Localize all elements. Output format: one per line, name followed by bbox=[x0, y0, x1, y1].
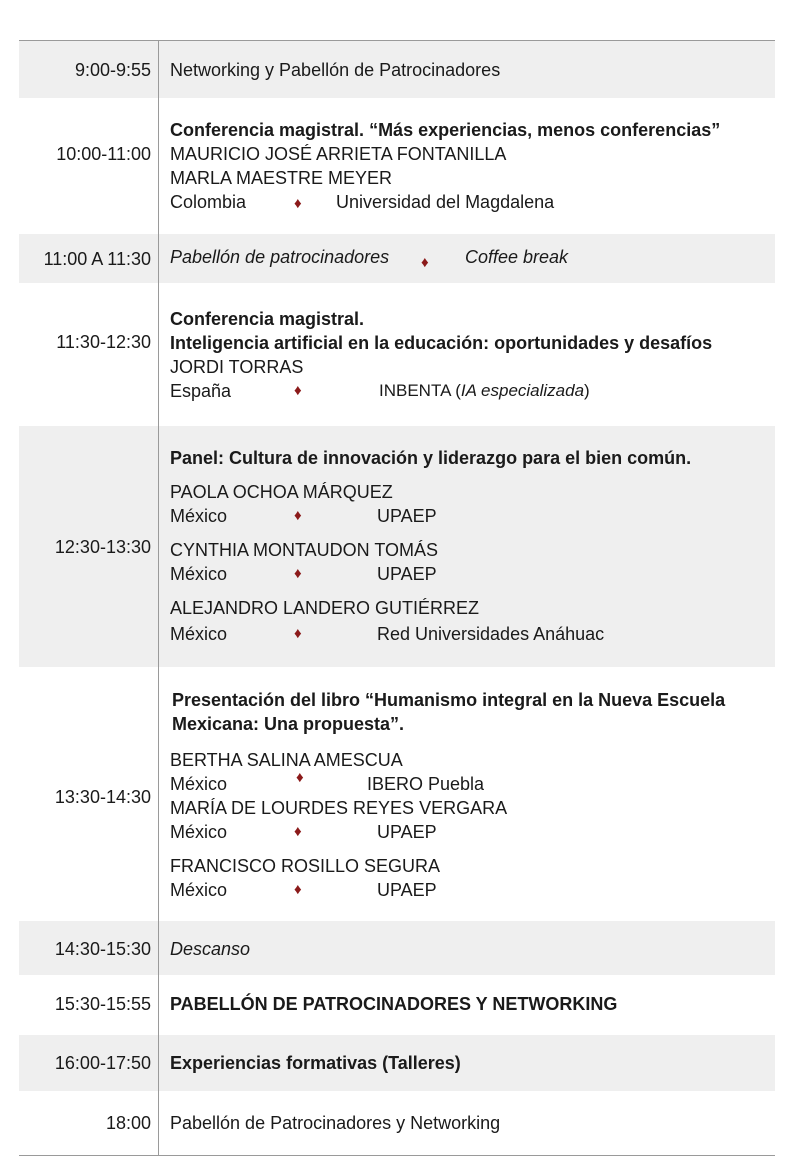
row-time: 12:30-13:30 bbox=[54, 537, 151, 557]
diamond-separator-icon: ♦ bbox=[296, 769, 304, 786]
session-title: Pabellón de Patrocinadores y Networking bbox=[170, 1113, 501, 1133]
speaker-country: España bbox=[170, 381, 232, 401]
speaker-country: México bbox=[170, 880, 228, 900]
agenda-row bbox=[19, 234, 775, 283]
speaker-country: México bbox=[170, 822, 228, 842]
speaker-country: México bbox=[170, 506, 228, 526]
row-time: 11:00 A 11:30 bbox=[43, 249, 151, 269]
time-column-divider bbox=[158, 40, 159, 1156]
speaker-institution: IBERO Puebla bbox=[367, 774, 485, 794]
session-note: Coffee break bbox=[465, 247, 569, 267]
speaker-country: México bbox=[170, 774, 228, 794]
session-title: Pabellón de patrocinadores bbox=[170, 247, 390, 267]
speaker-institution: UPAEP bbox=[377, 506, 437, 526]
row-time: 10:00-11:00 bbox=[56, 144, 151, 164]
speaker-name: JORDI TORRAS bbox=[170, 357, 304, 377]
session-title: Conferencia magistral. “Más experiencias, menos conferencias” bbox=[170, 120, 721, 140]
speaker-name: PAOLA OCHOA MÁRQUEZ bbox=[170, 482, 393, 502]
speaker-name: MARÍA DE LOURDES REYES VERGARA bbox=[170, 798, 508, 818]
diamond-separator-icon: ♦ bbox=[294, 625, 302, 642]
session-title: Descanso bbox=[170, 939, 251, 959]
speaker-name: MAURICIO JOSÉ ARRIETA FONTANILLA bbox=[170, 144, 507, 164]
table-bottom-rule bbox=[19, 1155, 775, 1156]
agenda-row bbox=[19, 1035, 775, 1091]
speaker-name: ALEJANDRO LANDERO GUTIÉRREZ bbox=[170, 598, 480, 618]
session-title: Presentación del libro “Humanismo integral en la Nueva Escuela bbox=[172, 690, 726, 710]
row-time: 16:00-17:50 bbox=[54, 1053, 151, 1073]
session-title: Panel: Cultura de innovación y liderazgo para el bien común. bbox=[170, 448, 692, 468]
agenda-row bbox=[19, 41, 775, 98]
row-time: 9:00-9:55 bbox=[74, 60, 151, 80]
speaker-country: Colombia bbox=[170, 192, 247, 212]
speaker-country: México bbox=[170, 624, 228, 644]
session-title: PABELLÓN DE PATROCINADORES Y NETWORKING bbox=[170, 994, 618, 1014]
diamond-separator-icon: ♦ bbox=[421, 254, 429, 271]
agenda-row bbox=[19, 667, 775, 921]
speaker-institution: Universidad del Magdalena bbox=[336, 192, 555, 212]
speaker-name: CYNTHIA MONTAUDON TOMÁS bbox=[170, 540, 439, 560]
session-title: Conferencia magistral. bbox=[170, 309, 365, 329]
speaker-name: FRANCISCO ROSILLO SEGURA bbox=[170, 856, 441, 876]
speaker-institution: UPAEP bbox=[377, 564, 437, 584]
session-title-continued: Mexicana: Una propuesta”. bbox=[172, 714, 405, 734]
session-title: Networking y Pabellón de Patrocinadores bbox=[170, 60, 501, 80]
agenda-row bbox=[19, 921, 775, 975]
diamond-separator-icon: ♦ bbox=[294, 195, 302, 212]
row-time: 15:30-15:55 bbox=[54, 994, 151, 1014]
agenda-row bbox=[19, 98, 775, 234]
row-time: 11:30-12:30 bbox=[56, 332, 151, 352]
speaker-institution: Red Universidades Anáhuac bbox=[377, 624, 605, 644]
session-title: Experiencias formativas (Talleres) bbox=[170, 1053, 461, 1073]
session-subtitle: Inteligencia artificial en la educación: oportunidades y desafíos bbox=[170, 333, 713, 353]
agenda-row bbox=[19, 975, 775, 1035]
row-time: 13:30-14:30 bbox=[54, 787, 151, 807]
speaker-name: BERTHA SALINA AMESCUA bbox=[170, 750, 403, 770]
diamond-separator-icon: ♦ bbox=[294, 565, 302, 582]
speaker-country: México bbox=[170, 564, 228, 584]
speaker-institution: INBENTA (IA especializada) bbox=[379, 381, 590, 400]
speaker-institution: UPAEP bbox=[377, 822, 437, 842]
speaker-institution: UPAEP bbox=[377, 880, 437, 900]
diamond-separator-icon: ♦ bbox=[294, 823, 302, 840]
row-time: 14:30-15:30 bbox=[54, 939, 151, 959]
agenda-row bbox=[19, 1091, 775, 1155]
speaker-name: MARLA MAESTRE MEYER bbox=[170, 168, 393, 188]
row-time: 18:00 bbox=[105, 1113, 151, 1133]
diamond-separator-icon: ♦ bbox=[294, 881, 302, 898]
diamond-separator-icon: ♦ bbox=[294, 507, 302, 524]
agenda-row bbox=[19, 283, 775, 426]
diamond-separator-icon: ♦ bbox=[294, 382, 302, 399]
agenda-row bbox=[19, 426, 775, 667]
